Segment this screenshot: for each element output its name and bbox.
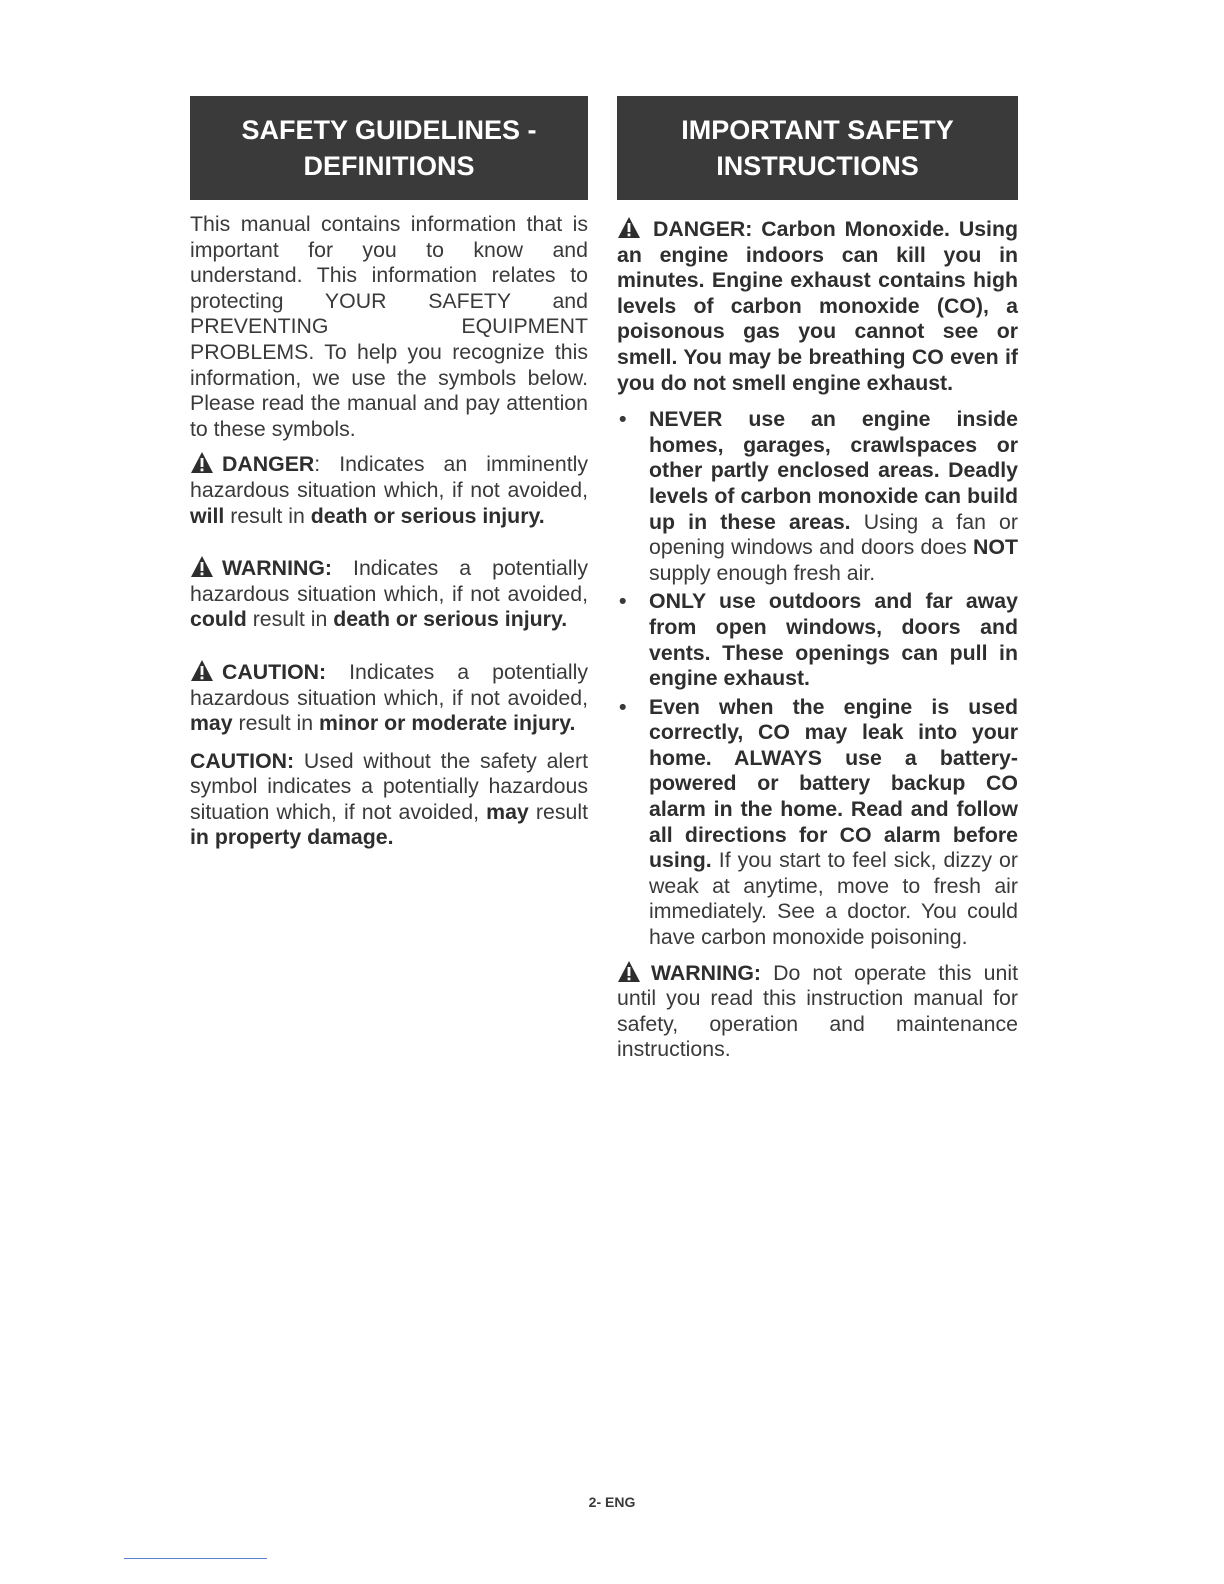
bullet-icon: • bbox=[619, 694, 627, 719]
alert-triangle-icon bbox=[190, 659, 214, 682]
divider bbox=[124, 1558, 267, 1559]
important-safety-column bbox=[617, 96, 1018, 1063]
bullet-icon: • bbox=[619, 589, 627, 614]
list-item: • Even when the engine is used correctly, CO may leak into your home. ALWAYS use a battery-powered or battery backup CO alarm in the home. Read and follow all directions for CO alarm before using. If you start to feel sick, dizzy or weak at anytime, move to fresh air immediately. See a doctor. You could have carbon monoxide poisoning. bbox=[619, 694, 1018, 950]
list-item: • NEVER use an engine inside homes, garages, crawlspaces or other partly enclosed areas. Deadly levels of carbon monoxide can build up in these areas. Using a fan or opening windows and doors does NOT supply enough fresh air. bbox=[619, 407, 1018, 585]
safety-guidelines-column bbox=[190, 96, 588, 851]
alert-triangle-icon bbox=[190, 555, 214, 578]
safety-guidelines-heading: SAFETY GUIDELINES - DEFINITIONS bbox=[190, 96, 588, 200]
page-number: 2- ENG bbox=[588, 1494, 636, 1510]
operation-warning: WARNING: Do not operate this unit until you read this instruction manual for safety, operation and maintenance instructions. bbox=[617, 960, 1018, 1062]
alert-triangle-icon bbox=[617, 960, 641, 983]
danger-definition: DANGER: Indicates an imminently hazardous situation which, if not avoided, will result in death or serious injury. bbox=[190, 452, 588, 528]
co-safety-bullet-list bbox=[617, 407, 1018, 950]
caution-definition: CAUTION: Indicates a potentially hazardous situation which, if not avoided, may result in minor or moderate injury. bbox=[190, 659, 588, 736]
intro-paragraph: This manual contains information that is important for you to know and understand. This information relates to protecting YOUR SAFETY and PREVENTING EQUIPMENT PROBLEMS. To help you recognize this information, we use the symbols below. Please read the manual and pay attention to these symbols. bbox=[190, 212, 588, 441]
list-item: • ONLY use outdoors and far away from open windows, doors and vents. These openings can pull in engine exhaust. bbox=[619, 589, 1018, 691]
warning-definition: WARNING: Indicates a potentially hazardous situation which, if not avoided, could result in death or serious injury. bbox=[190, 556, 588, 632]
carbon-monoxide-danger: DANGER: Carbon Monoxide. Using an engine indoors can kill you in minutes. Engine exhaust contains high levels of carbon monoxide (CO), a poisonous gas you cannot see or smell. You may be breathing CO even if you do not smell engine exhaust. bbox=[617, 217, 1018, 395]
alert-triangle-icon bbox=[617, 216, 641, 239]
important-safety-heading: IMPORTANT SAFETY INSTRUCTIONS bbox=[617, 96, 1018, 200]
caution-no-symbol-definition: CAUTION: Used without the safety alert symbol indicates a potentially hazardous situation which, if not avoided, may result in property damage. bbox=[190, 748, 588, 850]
alert-triangle-icon bbox=[190, 451, 214, 474]
bullet-icon: • bbox=[619, 407, 627, 432]
